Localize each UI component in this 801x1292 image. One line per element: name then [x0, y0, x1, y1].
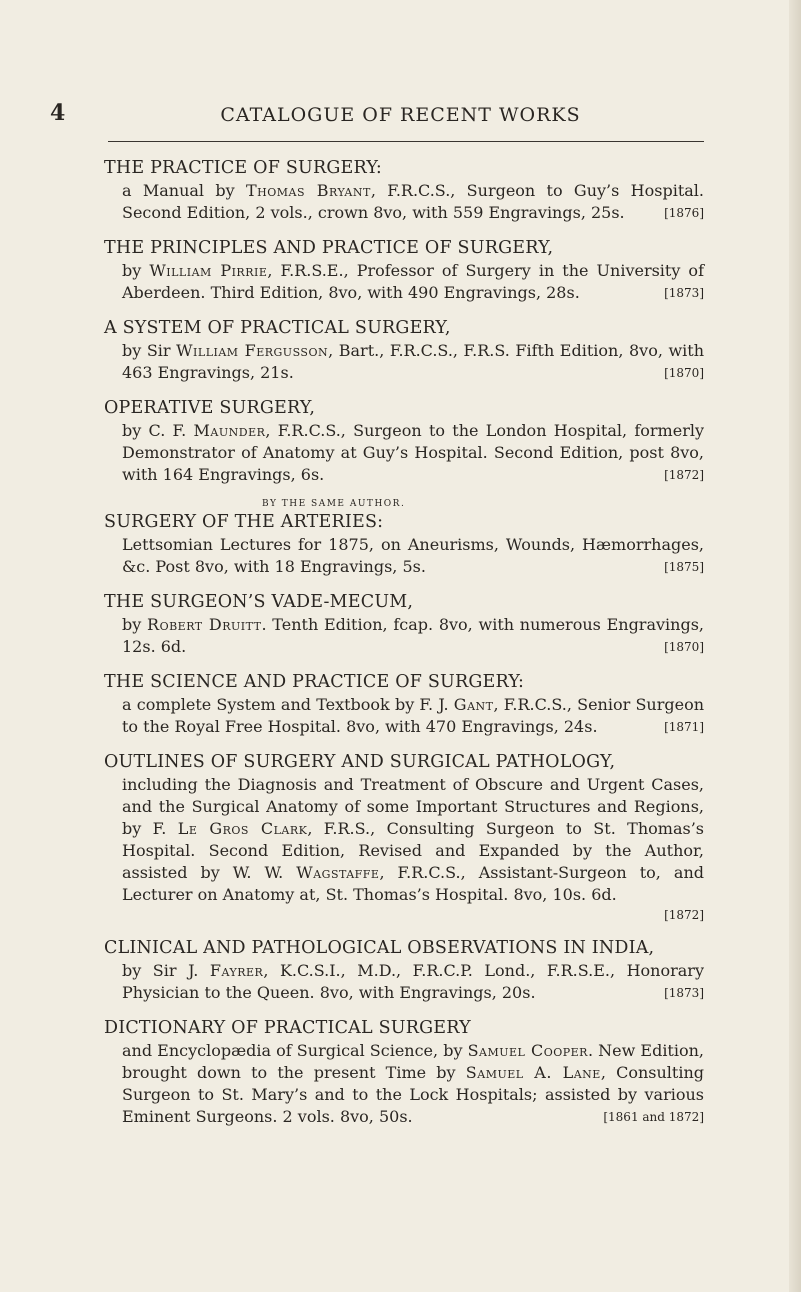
entry-year: [1872]: [664, 908, 704, 922]
by-same-author-note: BY THE SAME AUTHOR.: [262, 499, 406, 509]
entry-title: OUTLINES OF SURGERY AND SURGICAL PATHOLOGY,: [104, 752, 616, 772]
entry-year: [1873]: [664, 986, 704, 1000]
entry-year: [1871]: [664, 720, 704, 734]
page-header: [0, 100, 801, 140]
author-name: Thomas Bryant: [245, 181, 371, 200]
author-name: Gant: [453, 695, 494, 714]
entry-title: THE SURGEON’S VADE-MECUM,: [104, 592, 414, 612]
entry-description: and Encyclopædia of Surgical Science, by Samuel Cooper. New Edition, brought down to the present Time by Samuel A. Lane, Consulting Surgeon to St. Mary’s and to the Lock Hospitals; assisted by various Eminent Surgeons. 2 vols. 8vo, 50s. [1861 and 1872]: [122, 1041, 705, 1126]
author-name: Samuel Cooper: [467, 1041, 588, 1060]
catalogue-entry: [104, 498, 704, 578]
catalogue-entry: [104, 750, 704, 924]
entry-description: by C. F. Maunder, F.R.C.S., Surgeon to the London Hospital, formerly Demonstrator of Anatomy at Guy’s Hospital. Second Edition, post 8vo, with 164 Engravings, 6s. [1872]: [122, 421, 704, 484]
header-rule: [108, 141, 704, 142]
author-name: Samuel A. Lane: [465, 1063, 601, 1082]
entry-year: [1870]: [664, 640, 704, 654]
entry-year: [1875]: [664, 560, 704, 574]
entry-description: by William Pirrie, F.R.S.E., Professor of Surgery in the University of Aberdeen. Third Edition, 8vo, with 490 Engravings, 28s. [1873]: [122, 261, 704, 302]
author-name: William Pirrie: [149, 261, 268, 280]
entry-title: DICTIONARY OF PRACTICAL SURGERY: [104, 1018, 471, 1038]
entry-title: OPERATIVE SURGERY,: [104, 398, 316, 418]
entry-description: a Manual by Thomas Bryant, F.R.C.S., Surgeon to Guy’s Hospital. Second Edition, 2 vols., crown 8vo, with 559 Engravings, 25s. [1876]: [122, 181, 704, 222]
entry-description: by Sir William Fergusson, Bart., F.R.C.S., F.R.S. Fifth Edition, 8vo, with 463 Engravings, 21s. [1870]: [122, 341, 705, 382]
catalogue-entry: [104, 396, 704, 486]
entry-title: THE SCIENCE AND PRACTICE OF SURGERY:: [104, 672, 525, 692]
author-name: Robert Druitt: [147, 615, 262, 634]
entry-title: CLINICAL AND PATHOLOGICAL OBSERVATIONS IN INDIA,: [104, 938, 655, 958]
entry-description: including the Diagnosis and Treatment of Obscure and Urgent Cases, and the Surgical Anatomy of some Important Structures and Regions, by F. Le Gros Clark, F.R.S., Consulting Surgeon to St. Thomas’s Hospital. Second Edition, Revised and Expanded by the Author, assisted by W. W. Wagstaffe, F.R.C.S., Assistant-Surgeon to, and Lecturer on Anatomy at, St. Thomas’s Hospital. 8vo, 10s. 6d.: [122, 775, 705, 904]
catalogue-entry: [104, 590, 704, 658]
catalogue-entry: [104, 156, 704, 224]
running-title: CATALOGUE OF RECENT WORKS: [220, 104, 581, 126]
entry-title: A SYSTEM OF PRACTICAL SURGERY,: [104, 318, 451, 338]
author-name: William Fergusson: [176, 341, 329, 360]
page-edge-shadow: [789, 0, 801, 1292]
entry-year: [1873]: [664, 286, 704, 300]
entry-title: THE PRINCIPLES AND PRACTICE OF SURGERY,: [104, 238, 554, 258]
page-number: 4: [50, 100, 66, 126]
entry-year: [1870]: [664, 366, 704, 380]
entry-year: [1861 and 1872]: [603, 1110, 704, 1124]
entry-year: [1876]: [664, 206, 704, 220]
entry-description: by Robert Druitt. Tenth Edition, fcap. 8vo, with numerous Engravings, 12s. 6d. [1870]: [122, 615, 704, 656]
catalogue-entry: [104, 936, 704, 1004]
entry-title: THE PRACTICE OF SURGERY:: [104, 158, 383, 178]
author-name: Maunder: [193, 421, 266, 440]
entry-description: a complete System and Textbook by F. J. Gant, F.R.C.S., Senior Surgeon to the Royal Free Hospital. 8vo, with 470 Engravings, 24s. [1871]: [122, 695, 705, 736]
catalogue-entry: [104, 236, 704, 304]
entry-year: [1872]: [664, 468, 704, 482]
entry-description: Lettsomian Lectures for 1875, on Aneurisms, Wounds, Hæmorrhages, &c. Post 8vo, with 18 Engravings, 5s. [1875]: [122, 535, 704, 576]
catalogue-entry: [104, 1016, 704, 1128]
author-name: Le Gros Clark: [177, 819, 308, 838]
author-name: Wagstaffe: [296, 863, 380, 882]
entry-title: SURGERY OF THE ARTERIES:: [104, 512, 384, 532]
entry-description: by Sir J. Fayrer, K.C.S.I., M.D., F.R.C.P. Lond., F.R.S.E., Honorary Physician to the Queen. 8vo, with Engravings, 20s. [1873]: [122, 961, 704, 1002]
catalogue-entries: [104, 156, 704, 1140]
catalogue-entry: [104, 316, 704, 384]
author-name: Fayrer: [209, 961, 264, 980]
catalogue-entry: [104, 670, 704, 738]
